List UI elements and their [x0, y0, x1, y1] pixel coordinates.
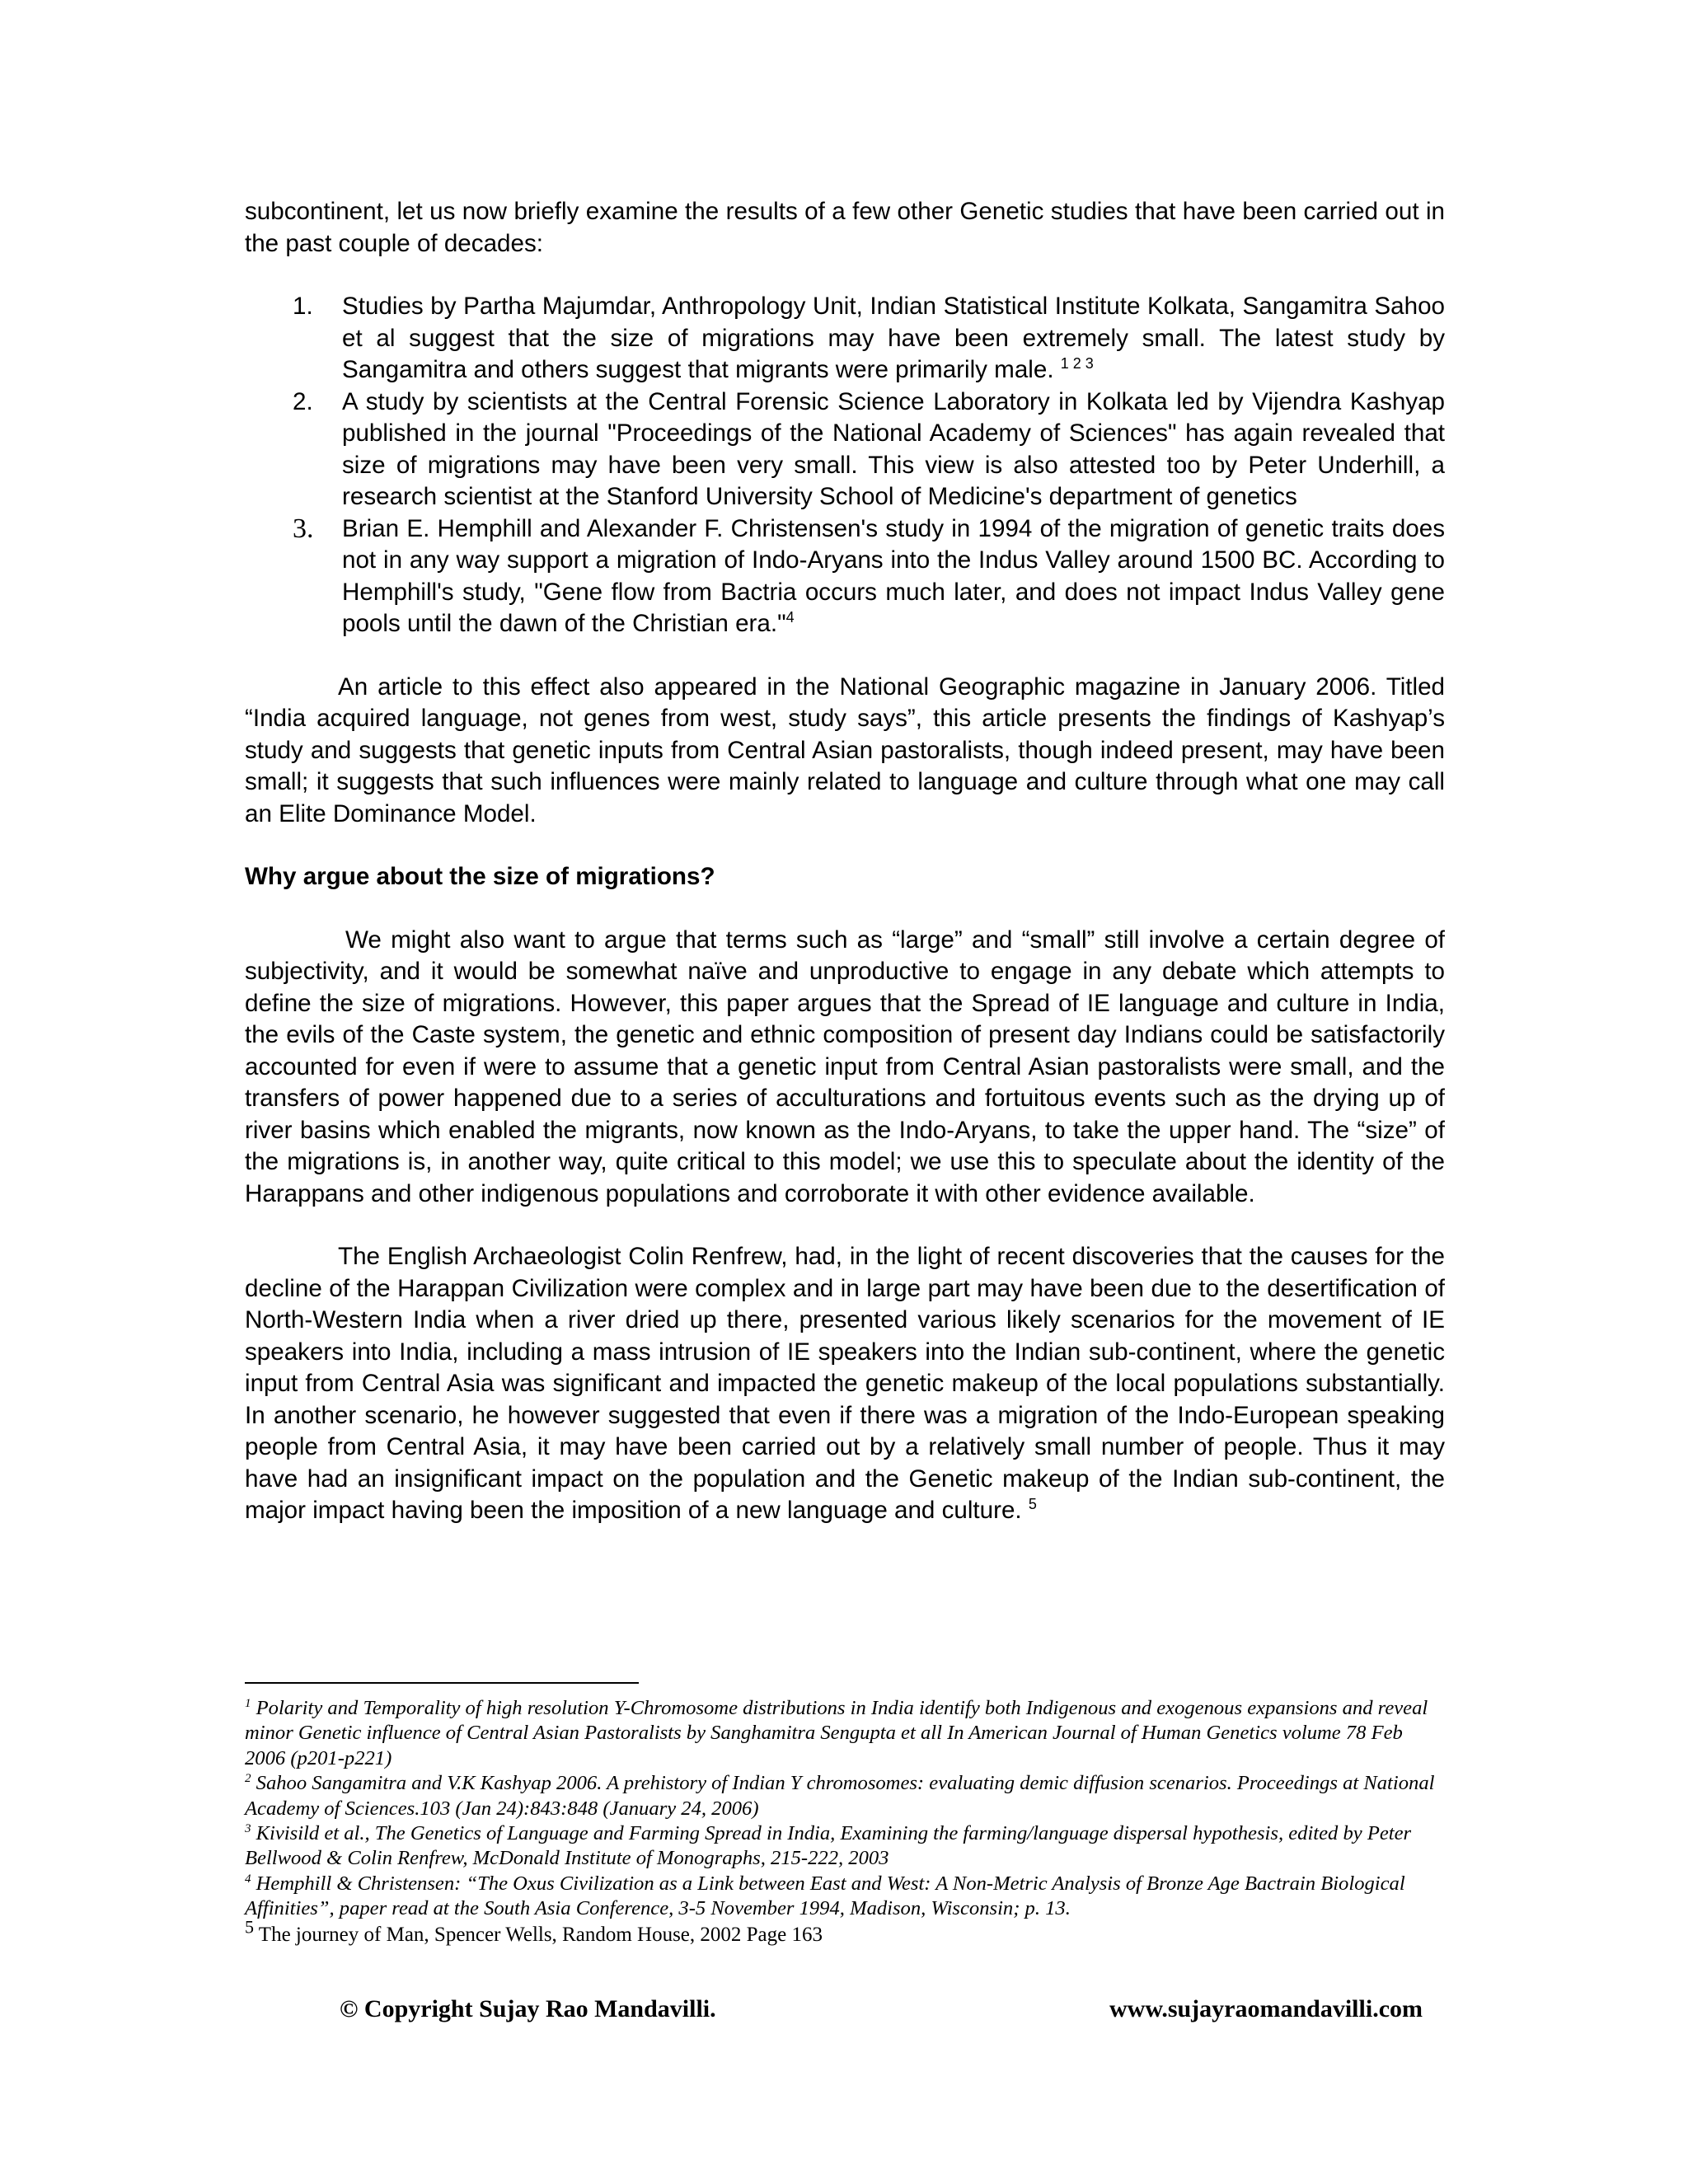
list-item — [245, 513, 1445, 640]
renfrew-text: The English Archaeologist Colin Renfrew, had, in the light of recent discoveries that the causes for the decline of the Harappan Civilization were complex and in large part may have been due to the desertification of North-Western India when a river dried up there, presented various likely scenarios for the movement of IE speakers into India, including a mass intrusion of IE speakers into the Indian sub-continent, where the genetic input from Central Asia was significant and impacted the genetic makeup of the local populations substantially. In another scenario, he however suggested that even if there was a migration of the Indo-European speaking people from Central Asia, it may have been carried out by a relatively small number of people. Thus it may have had an insignificant impact on the population and the Genetic makeup of the Indian sub-continent, the major impact having been the imposition of a new language and culture. — [245, 1243, 1445, 1524]
section-heading: Why argue about the size of migrations? — [245, 863, 715, 890]
footnote-mark: 2 — [245, 1772, 251, 1786]
footnote-ref[interactable]: 4 — [785, 609, 795, 626]
footnote-text: Polarity and Temporality of high resolution Y-Chromosome distributions in India identify both Indigenous and exogenous expansions and reveal minor Genetic influence of Central Asian Pastoralists by Sanghamitra Sengupta et all In American Journal of Human Genetics volume 78 Feb 2006 (p201-p221) — [245, 1697, 1428, 1769]
footnote — [245, 1916, 1445, 1947]
footnote — [245, 1771, 1445, 1821]
list-item — [245, 387, 1445, 513]
footnote-ref[interactable]: 5 — [1028, 1496, 1037, 1513]
list-number: 2. — [293, 387, 313, 415]
footnote — [245, 1821, 1445, 1872]
list-item-text: Brian E. Hemphill and Alexander F. Christensen's study in 1994 of the migration of genetic traits does not in any way support a migration of Indo-Aryans into the Indus Valley around 1500 BC. According to Hemphill's study, "Gene flow from Bactria occurs much later, and does not impact Indus Valley gene pools until the dawn of the Christian era." — [342, 514, 1445, 637]
list-number: 3. — [293, 513, 314, 544]
footnote-mark: 1 — [245, 1696, 251, 1710]
argue-paragraph: We might also want to argue that terms such as “large” and “small” still involve a certain degree of subjectivity, and it would be somewhat naïve and unproductive to engage in any debate which attempts to define the size of migrations. However, this paper argues that the Spread of IE language and culture in India, the evils of the Caste system, the genetic and ethnic composition of present day Indians could be satisfactorily accounted for even if were to assume that a genetic input from Central Asian pastoralists were small, and the transfers of power happened due to a series of acculturations and fortuitous events such as the drying up of river basins which enabled the migrants, now known as the Indo-Aryans, to take the upper hand. The “size” of the migrations is, in another way, quite critical to this model; we use this to speculate about the identity of the Harappans and other indigenous populations and corroborate it with other evidence available. — [245, 926, 1445, 1207]
list-item-text: A study by scientists at the Central Forensic Science Laboratory in Kolkata led by Vijendra Kashyap published in the journal "Proceedings of the National Academy of Sciences" has again revealed that size of migrations may have been very small. This view is also attested too by Peter Underhill, a research scientist at the Stanford University School of Medicine's department of genetics — [342, 387, 1445, 510]
footnote-mark: 3 — [245, 1821, 251, 1835]
natgeo-paragraph: An article to this effect also appeared in the National Geographic magazine in January 2006. Titled “India acquired language, not genes from west, study says”, this article presents the findings of Kashyap’s study and suggests that genetic inputs from Central Asian pastoralists, though indeed present, may have been small; it suggests that such influences were mainly related to language and culture through what one may call an Elite Dominance Model. — [245, 673, 1445, 827]
footnote-mark: 5 — [245, 1916, 254, 1938]
footnote-text: Kivisild et al., The Genetics of Language and Farming Spread in India, Examining the farming/language dispersal hypothesis, edited by Peter Bellwood & Colin Renfrew, McDonald Institute of Monographs, 215-222, 2003 — [245, 1822, 1412, 1870]
footnote-separator — [245, 1682, 639, 1684]
footnote-text: Hemphill & Christensen: “The Oxus Civilization as a Link between East and West: A Non-Metric Analysis of Bronze Age Bactrain Biological Affinities”, paper read at the South Asia Conference, 3-5 November 1994, Madison, Wisconsin; p. 13. — [245, 1872, 1405, 1920]
body-text — [245, 196, 1445, 1527]
footnote — [245, 1696, 1445, 1771]
footnotes — [245, 1696, 1445, 1947]
studies-list — [245, 291, 1445, 640]
footnote — [245, 1872, 1445, 1922]
intro-paragraph: subcontinent, let us now briefly examine the results of a few other Genetic studies that have been carried out in the past couple of decades: — [245, 198, 1445, 257]
footnote-text: The journey of Man, Spencer Wells, Random House, 2002 Page 163 — [254, 1923, 823, 1946]
footnote-text: Sahoo Sangamitra and V.K Kashyap 2006. A prehistory of Indian Y chromosomes: evaluating demic diffusion scenarios. Proceedings at National Academy of Sciences.103 (Jan 24):843:848 (January 24, 2006) — [245, 1772, 1435, 1820]
renfrew-paragraph — [245, 1241, 1445, 1527]
list-number: 1. — [293, 293, 313, 320]
list-item — [245, 291, 1445, 387]
copyright-text: © Copyright Sujay Rao Mandavilli. — [340, 1995, 716, 2022]
footnote-ref[interactable]: 1 2 3 — [1060, 355, 1094, 373]
footnote-mark: 4 — [245, 1872, 251, 1886]
list-item-text: Studies by Partha Majumdar, Anthropology Unit, Indian Statistical Institute Kolkata, Sangamitra Sahoo et al suggest that the size of migrations may have been extremely small. The latest study by Sangamitra and others suggest that migrants were primarily male. — [342, 293, 1445, 383]
website-link[interactable]: www.sujayraomandavilli.com — [1109, 1995, 1423, 2022]
